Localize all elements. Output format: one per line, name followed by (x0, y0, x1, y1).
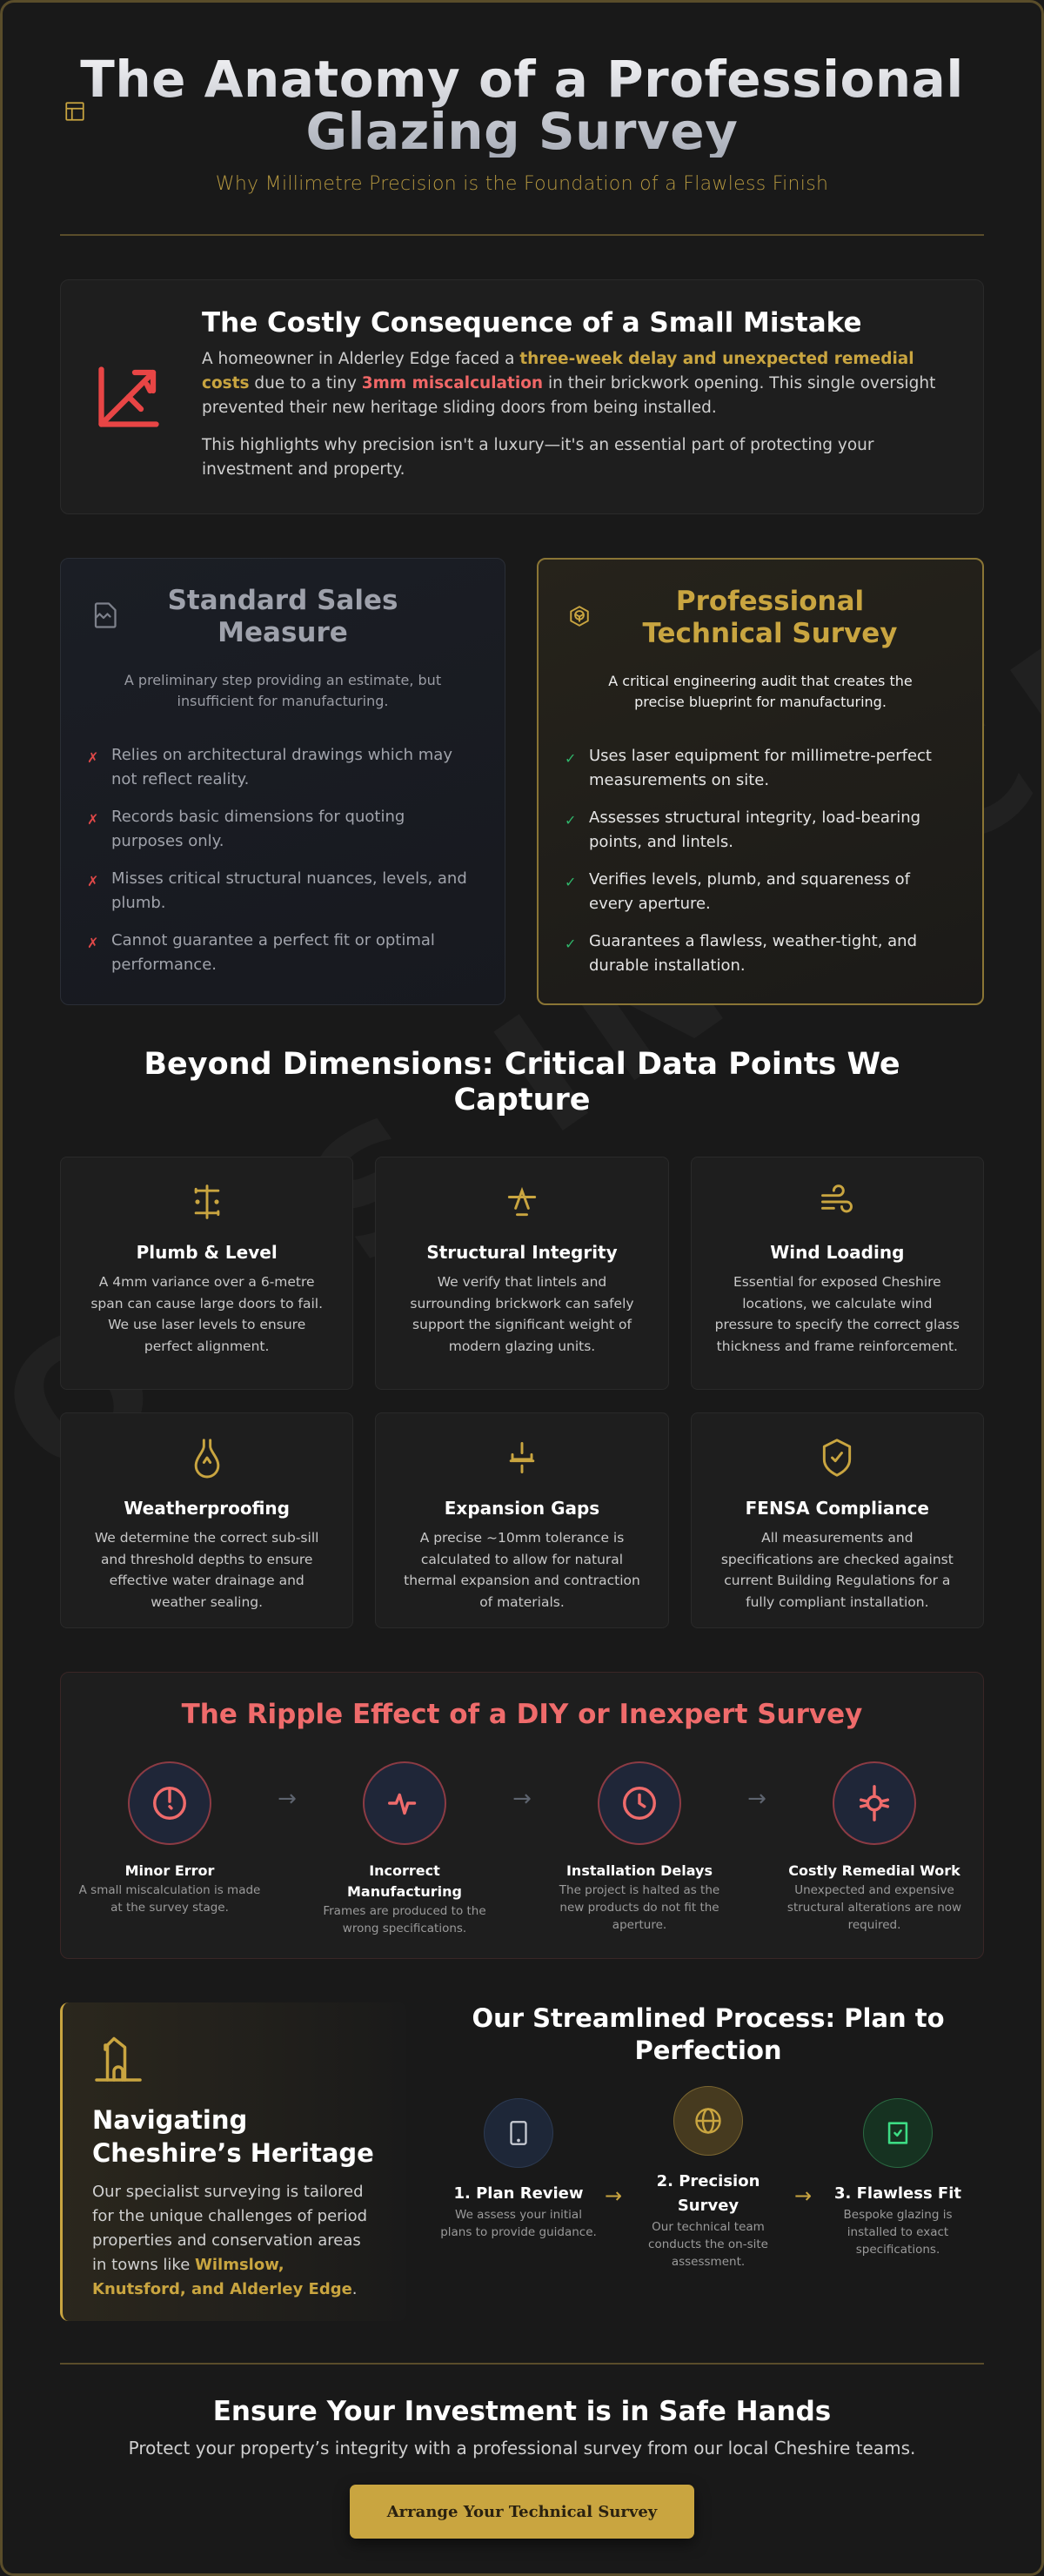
pulse-icon (363, 1761, 446, 1845)
data-point-text: A 4mm variance over a 6-metre span can cause large doors to fail. We use laser levels to ensure perfect alignment. (90, 1274, 323, 1354)
cube-icon (568, 605, 601, 631)
process-step-title: 1. Plan Review (453, 2184, 584, 2203)
data-point-card (375, 1412, 668, 1628)
cross-icon: ✗ (87, 749, 99, 766)
mistake-title: The Costly Consequence of a Small Mistake (202, 307, 862, 339)
data-point-card (60, 1157, 353, 1390)
check-icon: ✓ (565, 812, 577, 828)
data-point-card (691, 1157, 984, 1390)
heritage-building-icon (92, 2071, 144, 2088)
standard-measure-title: Standard Sales Measure (167, 585, 398, 648)
arrow-right-icon: → (793, 2184, 813, 2208)
ripple-step (783, 1761, 966, 1937)
list-item: ✗ Records basic dimensions for quoting purposes only. (87, 805, 478, 854)
call-to-action (60, 2363, 984, 2539)
tablet-icon (484, 2098, 553, 2168)
list-item: ✗ Cannot guarantee a perfect fit or optimal performance. (87, 929, 478, 977)
data-points-grid (60, 1157, 984, 1628)
ripple-step (313, 1761, 496, 1937)
process-step (630, 2086, 786, 2271)
page-title: The Anatomy of a Professional Glazing Survey (60, 53, 984, 158)
professional-survey-title: Professional Technical Survey (642, 586, 898, 649)
process-section (406, 2002, 984, 2321)
data-point-title: Weatherproofing (124, 1498, 290, 1519)
check-icon: ✓ (565, 750, 577, 767)
cta-text: Protect your property’s integrity with a professional survey from our local Cheshire teams. (128, 2438, 916, 2459)
droplet-icon (84, 1436, 330, 1479)
data-point-title: FENSA Compliance (745, 1498, 929, 1519)
data-points-title: Beyond Dimensions: Critical Data Points We Capture (144, 1047, 900, 1117)
data-point-card (691, 1412, 984, 1628)
gauge-icon (128, 1761, 211, 1845)
arrange-survey-button[interactable]: Arrange Your Technical Survey (350, 2485, 694, 2539)
ripple-step-text: A small miscalculation is made at the survey stage. (78, 1883, 261, 1915)
page-subtitle: Why Millimetre Precision is the Foundation of a Flawless Finish (215, 173, 829, 195)
ripple-effect-title: The Ripple Effect of a DIY or Inexpert Survey (181, 1699, 863, 1730)
data-point-text: Essential for exposed Cheshire locations, we calculate wind pressure to specify the correct glass thickness and frame reinforcement. (714, 1274, 960, 1354)
mistake-story: A homeowner in Alderley Edge faced a three-week delay and unexpected remedial costs due to a tiny 3mm miscalculation in their brickwork opening. This single oversight prevented their new heritage sliding doors from being installed. (202, 350, 936, 417)
highlight-towns: Wilmslow, Knutsford, and Alderley Edge (92, 2256, 352, 2298)
list-item: ✗ Misses critical structural nuances, levels, and plumb. (87, 867, 478, 916)
professional-survey-description: A critical engineering audit that creates the precise blueprint for manufacturing. (608, 673, 913, 710)
check-square-icon (863, 2098, 933, 2168)
ripple-step-text: The project is halted as the new products do not fit the aperture. (559, 1883, 720, 1932)
file-chart-icon (90, 600, 124, 634)
process-step-text: Bespoke glazing is installed to exact specifications. (843, 2208, 953, 2257)
data-point-card (60, 1412, 353, 1628)
cta-title: Ensure Your Investment is in Safe Hands (212, 2396, 832, 2427)
list-item: ✓ Uses laser equipment for millimetre-perfect measurements on site. (565, 744, 956, 793)
ripple-step (78, 1761, 261, 1937)
ripple-effect-panel (60, 1672, 984, 1959)
check-icon: ✓ (565, 874, 577, 890)
heritage-text: Our specialist surveying is tailored for the unique challenges of period properties and conservation areas in towns like Wilmslow, Knutsford, and Alderley Edge. (92, 2183, 368, 2298)
process-step (820, 2098, 976, 2258)
data-point-text: We determine the correct sub-sill and threshold depths to ensure effective water drainage and weather sealing. (94, 1530, 319, 1610)
check-icon: ✓ (565, 936, 577, 952)
process-step-title: 3. Flawless Fit (833, 2184, 961, 2203)
ripple-step-text: Frames are produced to the wrong specifications. (323, 1904, 486, 1935)
plumb-level-icon (84, 1180, 330, 1224)
costly-mistake-card (60, 279, 984, 514)
wind-icon (714, 1180, 960, 1224)
arrow-right-icon: → (604, 2184, 623, 2208)
gap-icon (398, 1436, 645, 1479)
shield-check-icon (714, 1436, 960, 1479)
cross-icon: ✗ (87, 873, 99, 889)
trending-up-chart-icon (92, 306, 169, 513)
structure-icon (398, 1180, 645, 1224)
professional-survey-list (565, 744, 956, 978)
ripple-step-title: Minor Error (124, 1862, 215, 1879)
data-point-title: Wind Loading (770, 1242, 905, 1263)
ripple-step-text: Unexpected and expensive structural alterations are now required. (786, 1883, 962, 1932)
globe-icon (673, 2086, 743, 2156)
process-title: Our Streamlined Process: Plan to Perfection (472, 2003, 945, 2065)
ripple-step-title: Installation Delays (566, 1862, 713, 1879)
data-point-title: Expansion Gaps (444, 1498, 600, 1519)
data-point-text: All measurements and specifications are checked against current Building Regulations for a fully compliant installation. (720, 1530, 954, 1610)
list-item: ✓ Verifies levels, plumb, and squareness of every aperture. (565, 868, 956, 916)
clock-icon (598, 1761, 681, 1845)
process-step (440, 2098, 597, 2241)
window-layout-icon (64, 100, 86, 123)
heritage-process-row (60, 2002, 984, 2321)
mistake-conclusion: This highlights why precision isn't a luxury—it's an essential part of protecting your investment and property. (202, 436, 874, 479)
data-point-title: Structural Integrity (426, 1242, 618, 1263)
list-item: ✓ Assesses structural integrity, load-bearing points, and lintels. (565, 806, 956, 855)
arrow-right-icon: → (747, 1786, 766, 1812)
highlight-delay: three-week delay and unexpected remedial costs (202, 350, 914, 392)
data-point-text: A precise ~10mm tolerance is calculated to allow for natural thermal expansion and contraction of materials. (404, 1530, 640, 1610)
list-item: ✓ Guarantees a flawless, weather-tight, and durable installation. (565, 929, 956, 978)
standard-measure-list (87, 743, 478, 977)
process-step-title: 2. Precision Survey (656, 2172, 760, 2215)
measure-comparison (60, 558, 984, 1005)
highlight-miscalculation: 3mm miscalculation (361, 374, 544, 392)
list-item: ✗ Relies on architectural drawings which may not reflect reality. (87, 743, 478, 792)
standard-measure-card (60, 558, 505, 1005)
process-step-text: Our technical team conducts the on-site assessment. (648, 2220, 768, 2269)
heritage-card (60, 2002, 406, 2321)
professional-survey-card (537, 558, 984, 1005)
process-step-text: We assess your initial plans to provide guidance. (440, 2208, 597, 2239)
data-point-card (375, 1157, 668, 1390)
arrow-right-icon: → (512, 1786, 532, 1812)
bug-icon (833, 1761, 916, 1845)
ripple-step (548, 1761, 731, 1937)
cross-icon: ✗ (87, 935, 99, 951)
page-header (60, 3, 984, 236)
arrow-right-icon: → (278, 1786, 297, 1812)
data-point-text: We verify that lintels and surrounding brickwork can safely support the significant weight of modern glazing units. (410, 1274, 634, 1354)
heritage-title: Navigating Cheshire’s Heritage (92, 2105, 374, 2168)
ripple-step-title: Incorrect Manufacturing (347, 1862, 462, 1900)
data-point-title: Plumb & Level (136, 1242, 278, 1263)
ripple-step-title: Costly Remedial Work (788, 1862, 960, 1879)
standard-measure-description: A preliminary step providing an estimate, but insufficient for manufacturing. (124, 672, 442, 709)
cross-icon: ✗ (87, 811, 99, 828)
